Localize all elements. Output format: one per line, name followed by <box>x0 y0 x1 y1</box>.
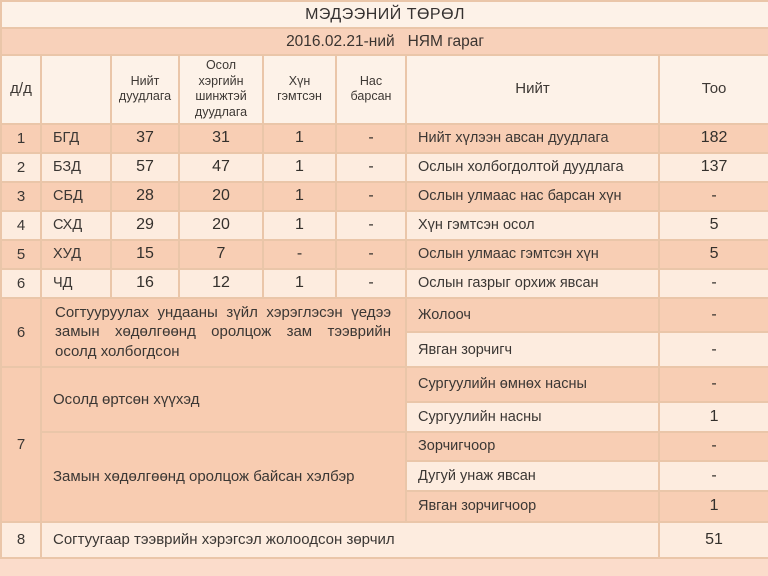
summary-value: - <box>659 182 768 211</box>
sub-row-label: Жолооч <box>406 298 659 333</box>
sub-row-value: - <box>659 367 768 402</box>
sub-row-value: - <box>659 461 768 491</box>
summary-value: 5 <box>659 240 768 269</box>
row-index: 5 <box>1 240 41 269</box>
section-6-row <box>1 298 768 333</box>
sub-row-value: - <box>659 298 768 333</box>
summary-label: Ослын улмаас гэмтсэн хүн <box>406 240 659 269</box>
accident-calls-value: 31 <box>179 124 263 153</box>
summary-label: Ослын улмаас нас барсан хүн <box>406 182 659 211</box>
accident-calls-value: 12 <box>179 269 263 298</box>
total-calls-value: 37 <box>111 124 179 153</box>
total-calls-value: 29 <box>111 211 179 240</box>
col-header-total-calls: Нийт дуудлага <box>111 55 179 124</box>
accident-calls-value: 7 <box>179 240 263 269</box>
sub-row-value: 1 <box>659 402 768 432</box>
table-row <box>1 182 768 211</box>
district-name: БГД <box>41 124 111 153</box>
sub-row-label: Дугуй унаж явсан <box>406 461 659 491</box>
injured-value: 1 <box>263 269 336 298</box>
summary-label: Ослын холбогдолтой дуудлага <box>406 153 659 182</box>
report-date: 2016.02.21-ний НЯМ гараг <box>1 28 768 55</box>
died-value: - <box>336 269 406 298</box>
row-index: 2 <box>1 153 41 182</box>
summary-label: Хүн гэмтсэн осол <box>406 211 659 240</box>
summary-value: 182 <box>659 124 768 153</box>
table-row <box>1 211 768 240</box>
died-value: - <box>336 182 406 211</box>
section-7-children-label: Осолд өртсөн хүүхэд <box>41 367 406 432</box>
district-name: СБД <box>41 182 111 211</box>
table-row <box>1 153 768 182</box>
district-name: БЗД <box>41 153 111 182</box>
injured-value: 1 <box>263 124 336 153</box>
summary-value: - <box>659 269 768 298</box>
section-6-label: Согтууруулах ундааны зүйл хэрэглэсэн үедээ замын хөдөлгөөнд оролцож зам тээврийн осолд холбогдсон <box>41 298 406 367</box>
died-value: - <box>336 211 406 240</box>
row-index: 6 <box>1 269 41 298</box>
col-header-total: Нийт <box>406 55 659 124</box>
district-name: СХД <box>41 211 111 240</box>
injured-value: 1 <box>263 153 336 182</box>
total-calls-value: 57 <box>111 153 179 182</box>
section-index: 7 <box>1 367 41 522</box>
table-row <box>1 240 768 269</box>
accident-calls-value: 47 <box>179 153 263 182</box>
table-header-row <box>1 55 768 124</box>
summary-label: Ослын газрыг орхиж явсан <box>406 269 659 298</box>
died-value: - <box>336 124 406 153</box>
sub-row-value: - <box>659 332 768 367</box>
total-calls-value: 15 <box>111 240 179 269</box>
section-8-row <box>1 522 768 558</box>
section-8-label: Согтуугаар тээврийн хэрэгсэл жолоодсон зөрчил <box>41 522 659 558</box>
injured-value: 1 <box>263 182 336 211</box>
summary-value: 137 <box>659 153 768 182</box>
sub-row-label: Сургуулийн насны <box>406 402 659 432</box>
summary-value: 5 <box>659 211 768 240</box>
sub-row-label: Явган зорчигчоор <box>406 491 659 522</box>
page-title: МЭДЭЭНИЙ ТӨРӨЛ <box>1 1 768 28</box>
district-name: ЧД <box>41 269 111 298</box>
col-header-district <box>41 55 111 124</box>
title-band <box>1 1 768 28</box>
row-index: 1 <box>1 124 41 153</box>
row-index: 4 <box>1 211 41 240</box>
sub-row-value: - <box>659 432 768 461</box>
sub-row-value: 1 <box>659 491 768 522</box>
section-7-row <box>1 432 768 461</box>
total-calls-value: 28 <box>111 182 179 211</box>
col-header-accident-calls: Осол хэргийн шинжтэй дуудлага <box>179 55 263 124</box>
date-band <box>1 28 768 55</box>
sub-row-label: Зорчигчоор <box>406 432 659 461</box>
table-row <box>1 269 768 298</box>
sub-row-label: Сургуулийн өмнөх насны <box>406 367 659 402</box>
accident-calls-value: 20 <box>179 182 263 211</box>
section-index: 8 <box>1 522 41 558</box>
injured-value: - <box>263 240 336 269</box>
died-value: - <box>336 153 406 182</box>
section-8-value: 51 <box>659 522 768 558</box>
total-calls-value: 16 <box>111 269 179 298</box>
col-header-index: д/д <box>1 55 41 124</box>
injured-value: 1 <box>263 211 336 240</box>
summary-label: Нийт хүлээн авсан дуудлага <box>406 124 659 153</box>
section-7-row <box>1 367 768 402</box>
district-name: ХУД <box>41 240 111 269</box>
row-index: 3 <box>1 182 41 211</box>
col-header-count: Тоо <box>659 55 768 124</box>
sub-row-label: Явган зорчигч <box>406 332 659 367</box>
section-index: 6 <box>1 298 41 367</box>
section-7-participation-label: Замын хөдөлгөөнд оролцож байсан хэлбэр <box>41 432 406 522</box>
died-value: - <box>336 240 406 269</box>
accident-calls-value: 20 <box>179 211 263 240</box>
table-row <box>1 124 768 153</box>
col-header-injured: Хүн гэмтсэн <box>263 55 336 124</box>
col-header-died: Нас барсан <box>336 55 406 124</box>
